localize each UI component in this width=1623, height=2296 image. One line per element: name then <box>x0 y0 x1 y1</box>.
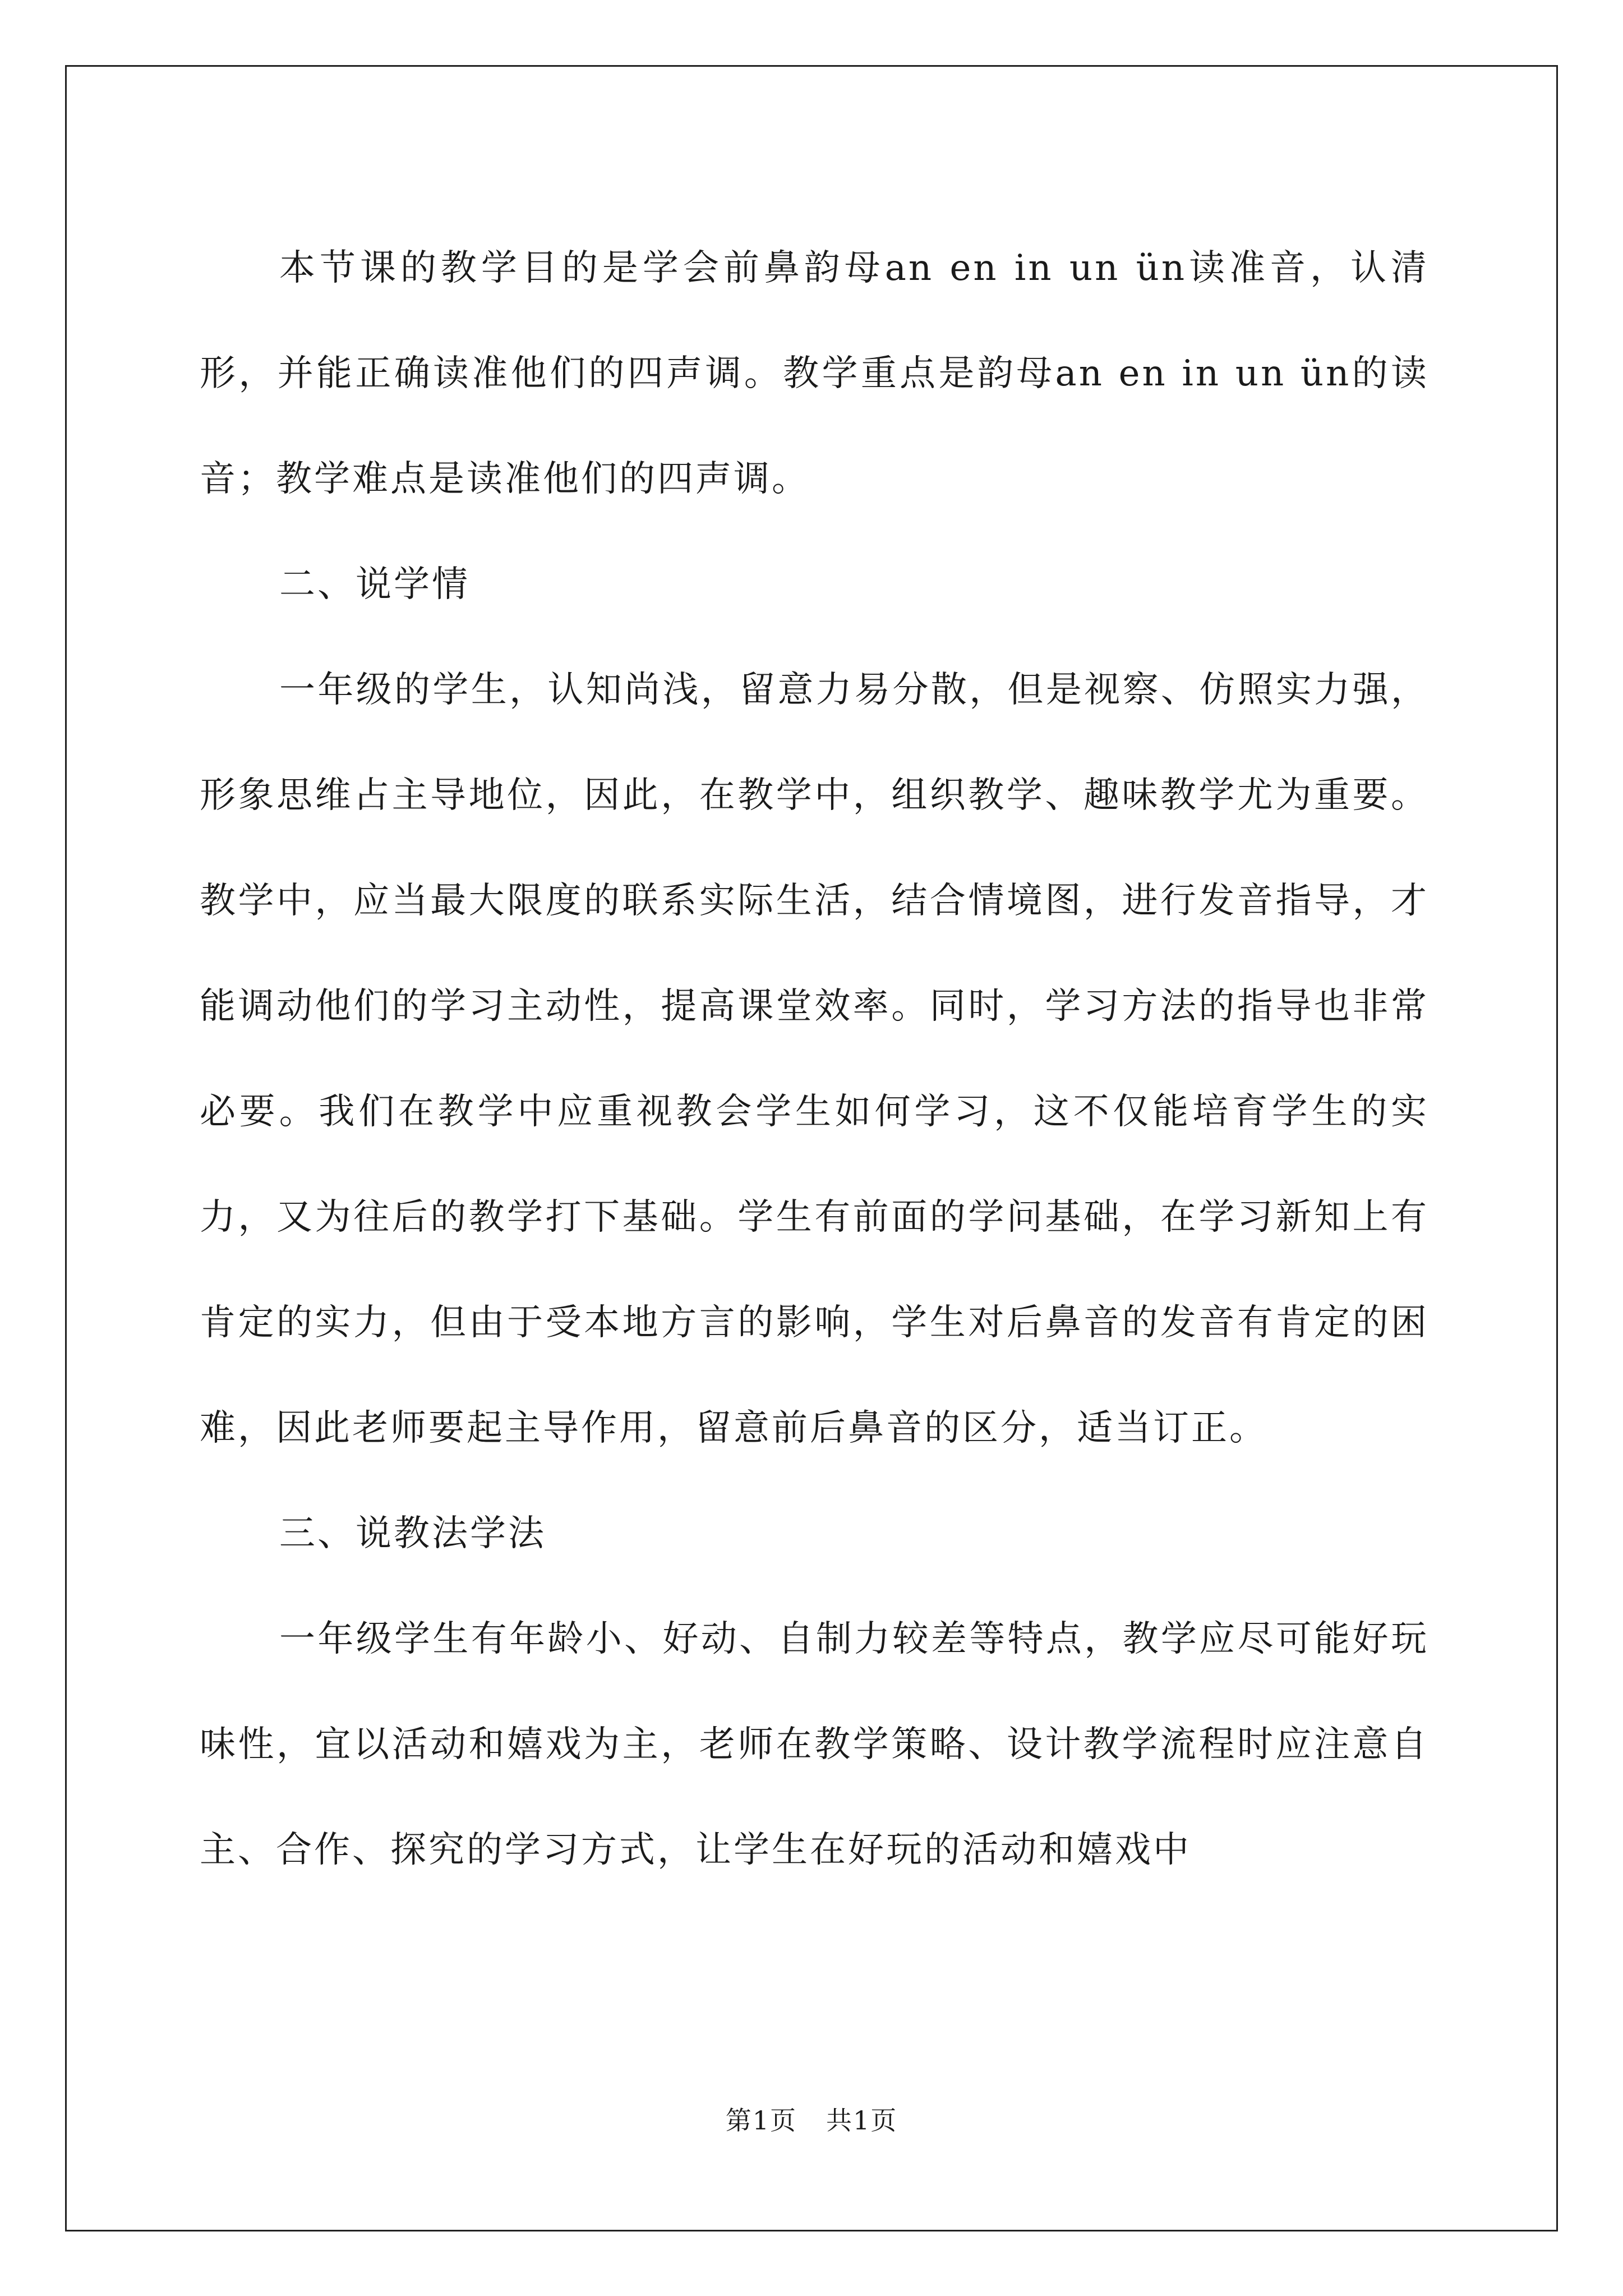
document-body <box>200 215 1429 1903</box>
page-footer <box>0 2104 1623 2137</box>
paragraph-teaching-methods: 一年级学生有年龄小、好动、自制力较差等特点，教学应尽可能好玩味性，宜以活动和嬉戏为主，老师在教学策略、设计教学流程时应注意自主、合作、探究的学习方式，让学生在好玩的活动和嬉戏中 <box>200 1618 1429 1871</box>
page-total: 共1页 <box>826 2105 898 2136</box>
section-heading-teaching-methods: 三、说教法学法 <box>279 1513 546 1554</box>
section-heading-learning-situation: 二、说学情 <box>279 564 470 605</box>
paragraph-learning-situation: 一年级的学生，认知尚浅，留意力易分散，但是视察、仿照实力强，形象思维占主导地位，因此，在教学中，组织教学、趣味教学尤为重要。教学中，应当最大限度的联系实际生活，结合情境图，进行发音指导，才能调动他们的学习主动性，提高课堂效率。同时，学习方法的指导也非常必要。我们在教学中应重视教会学生如何学习，这不仅能培育学生的实力，又为往后的教学打下基础。学生有前面的学问基础，在学习新知上有肯定的实力，但由于受本地方言的影响，学生对后鼻音的发音有肯定的困难，因此老师要起主导作用，留意前后鼻音的区分，适当订正。 <box>200 669 1429 1449</box>
paragraph-objectives: 本节课的教学目的是学会前鼻韵母an en in un ün读准音，认清形，并能正确读准他们的四声调。教学重点是韵母an en in un ün的读音；教学难点是读准他们的四声调。 <box>200 247 1429 500</box>
page-number: 第1页 <box>725 2105 797 2136</box>
